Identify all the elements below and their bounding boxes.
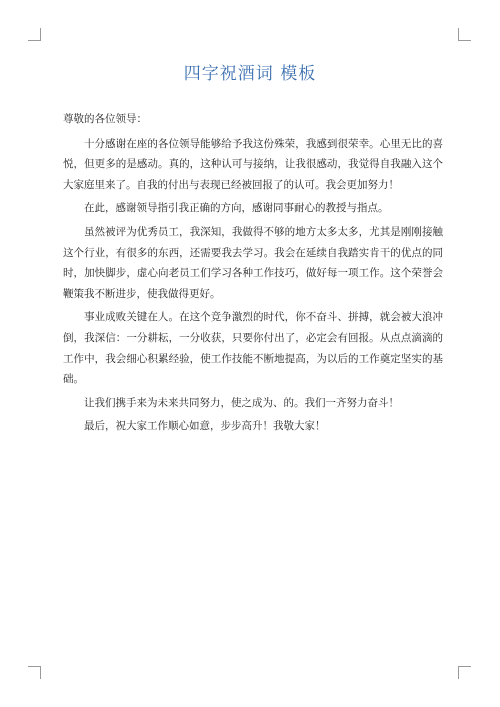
paragraph-2: 在此，感谢领导指引我正确的方向，感谢同事耐心的教授与指点。 <box>84 202 389 215</box>
paragraph-6: 最后，祝大家工作顺心如意，步步高升！我敬大家！ <box>84 420 326 433</box>
salutation: 尊敬的各位领导： <box>63 113 147 125</box>
paragraph-3: 虽然被评为优秀员工，我深知，我做得不够的地方太多太多，尤其是刚刚接触这个行业，有很多的东西，还需要我去学习。我会在延续自我踏实肯干的优点的同时，加快脚步，虚心向老员工们学习各种工作技巧，做好每一项工作。这个荣誉会鞭策我不断进步，使我做得更好。 <box>63 225 443 300</box>
document-body <box>63 109 443 440</box>
crop-mark-top-right <box>458 28 471 41</box>
crop-mark-top-left <box>28 28 41 41</box>
paragraph-4: 事业成败关键在人。在这个竞争激烈的时代，你不奋斗、拼搏，就会被大浪冲倒，我深信：一分耕耘，一分收获，只要你付出了，必定会有回报。从点点滴滴的工作中，我会细心积累经验，使工作技能不断地提高，为以后的工作奠定坚实的基础。 <box>63 311 443 386</box>
crop-mark-bottom-left <box>28 666 41 679</box>
paragraph-5: 让我们携手来为未来共同努力，使之成为、的。我们一齐努力奋斗！ <box>84 396 399 409</box>
document-title: 四字祝酒词 模板 <box>183 64 317 84</box>
crop-mark-bottom-right <box>458 666 471 679</box>
paragraph-1: 十分感谢在座的各位领导能够给予我这份殊荣，我感到很荣幸。心里无比的喜悦，但更多的是感动。真的，这种认可与接纳，让我很感动，我觉得自我融入这个大家庭里来了。自我的付出与表现已经被回报了的认可。我会更加努力！ <box>63 137 443 191</box>
